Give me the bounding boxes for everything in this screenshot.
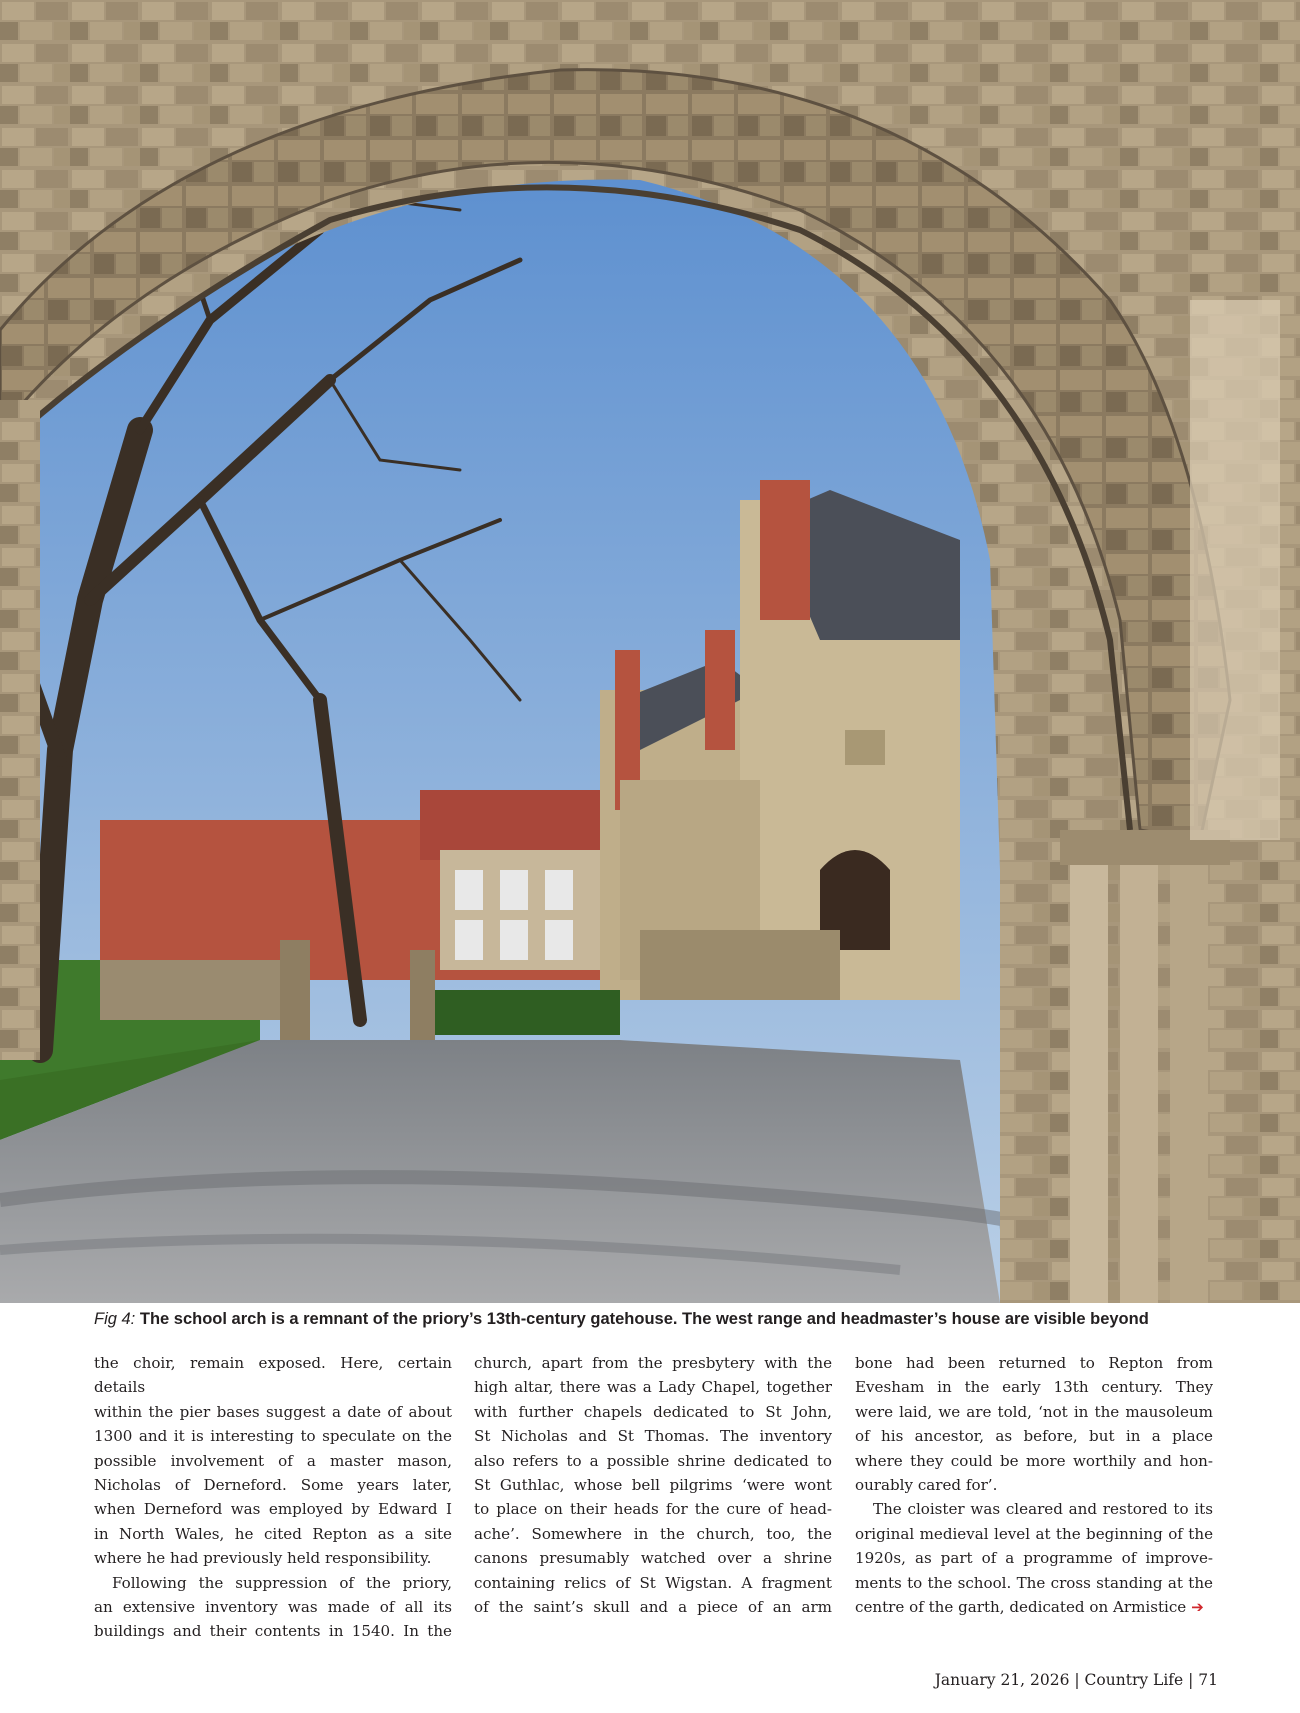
body-line: where he had previously held responsibility. bbox=[94, 1549, 432, 1568]
figure-label: Fig 4: bbox=[94, 1310, 136, 1328]
continue-arrow-icon: ➔ bbox=[1191, 1598, 1204, 1617]
body-line: were laid, we are told, ‘not in the mausoleum bbox=[855, 1402, 1213, 1421]
body-line: possible involvement of a master mason, bbox=[94, 1451, 452, 1470]
body-line: with further chapels dedicated to St John, bbox=[474, 1402, 832, 1421]
body-line: ments to the school. The cross standing at the bbox=[855, 1573, 1213, 1592]
body-line: high altar, there was a Lady Chapel, together bbox=[474, 1378, 832, 1397]
page-folio: January 21, 2026 | Country Life | 71 bbox=[934, 1671, 1218, 1689]
body-line: canons presumably watched over a shrine bbox=[474, 1549, 832, 1568]
body-line: St Nicholas and St Thomas. The inventory bbox=[474, 1427, 832, 1446]
body-line: also refers to a possible shrine dedicated to bbox=[474, 1451, 832, 1470]
body-line: 1300 and it is interesting to speculate on the bbox=[94, 1427, 452, 1446]
article-body bbox=[94, 1351, 1219, 1641]
body-line: within the pier bases suggest a date of about bbox=[94, 1402, 452, 1421]
caption-text: The school arch is a remnant of the priory’s 13th-century gatehouse. The west range and headmaster’s house are visible beyond bbox=[139, 1310, 1149, 1328]
body-line: buildings and their contents in 1540. In the bbox=[94, 1622, 452, 1641]
body-line: St Guthlac, whose bell pilgrims ‘were wont bbox=[474, 1476, 832, 1495]
body-line: to place on their heads for the cure of head- bbox=[474, 1500, 832, 1519]
body-line: Following the suppression of the priory, bbox=[112, 1573, 452, 1592]
body-line: Nicholas of Derneford. Some years later, bbox=[94, 1476, 452, 1495]
body-line: where they could be more worthily and hon- bbox=[855, 1451, 1213, 1470]
body-line: in North Wales, he cited Repton as a site bbox=[94, 1524, 452, 1543]
body-line: ache’. Somewhere in the church, too, the bbox=[474, 1524, 832, 1543]
body-line bbox=[855, 1595, 1213, 1619]
body-line: when Derneford was employed by Edward I bbox=[94, 1500, 452, 1519]
body-line: of the saint’s skull and a piece of an arm bbox=[474, 1598, 832, 1617]
body-line: of his ancestor, as before, but in a place bbox=[855, 1427, 1213, 1446]
figure-caption bbox=[94, 1308, 1219, 1330]
body-line: an extensive inventory was made of all its bbox=[94, 1598, 452, 1617]
body-line: church, apart from the presbytery with the bbox=[474, 1354, 832, 1372]
left-pier bbox=[0, 400, 40, 1060]
body-line: bone had been returned to Repton from bbox=[855, 1354, 1213, 1372]
body-line-text: centre of the garth, dedicated on Armistice bbox=[855, 1598, 1187, 1617]
body-line: 1920s, as part of a programme of improve- bbox=[855, 1549, 1213, 1568]
body-line: The cloister was cleared and restored to its bbox=[873, 1500, 1213, 1519]
body-line: containing relics of St Wigstan. A fragment bbox=[474, 1573, 832, 1592]
body-line: ourably cared for’. bbox=[855, 1476, 998, 1495]
body-column-1 bbox=[94, 1351, 452, 1644]
body-line: Evesham in the early 13th century. They bbox=[855, 1378, 1213, 1397]
body-line: the choir, remain exposed. Here, certain details bbox=[94, 1354, 452, 1397]
body-line: original medieval level at the beginning of the bbox=[855, 1524, 1213, 1543]
body-column-3 bbox=[855, 1351, 1213, 1619]
body-column-2 bbox=[474, 1351, 832, 1619]
